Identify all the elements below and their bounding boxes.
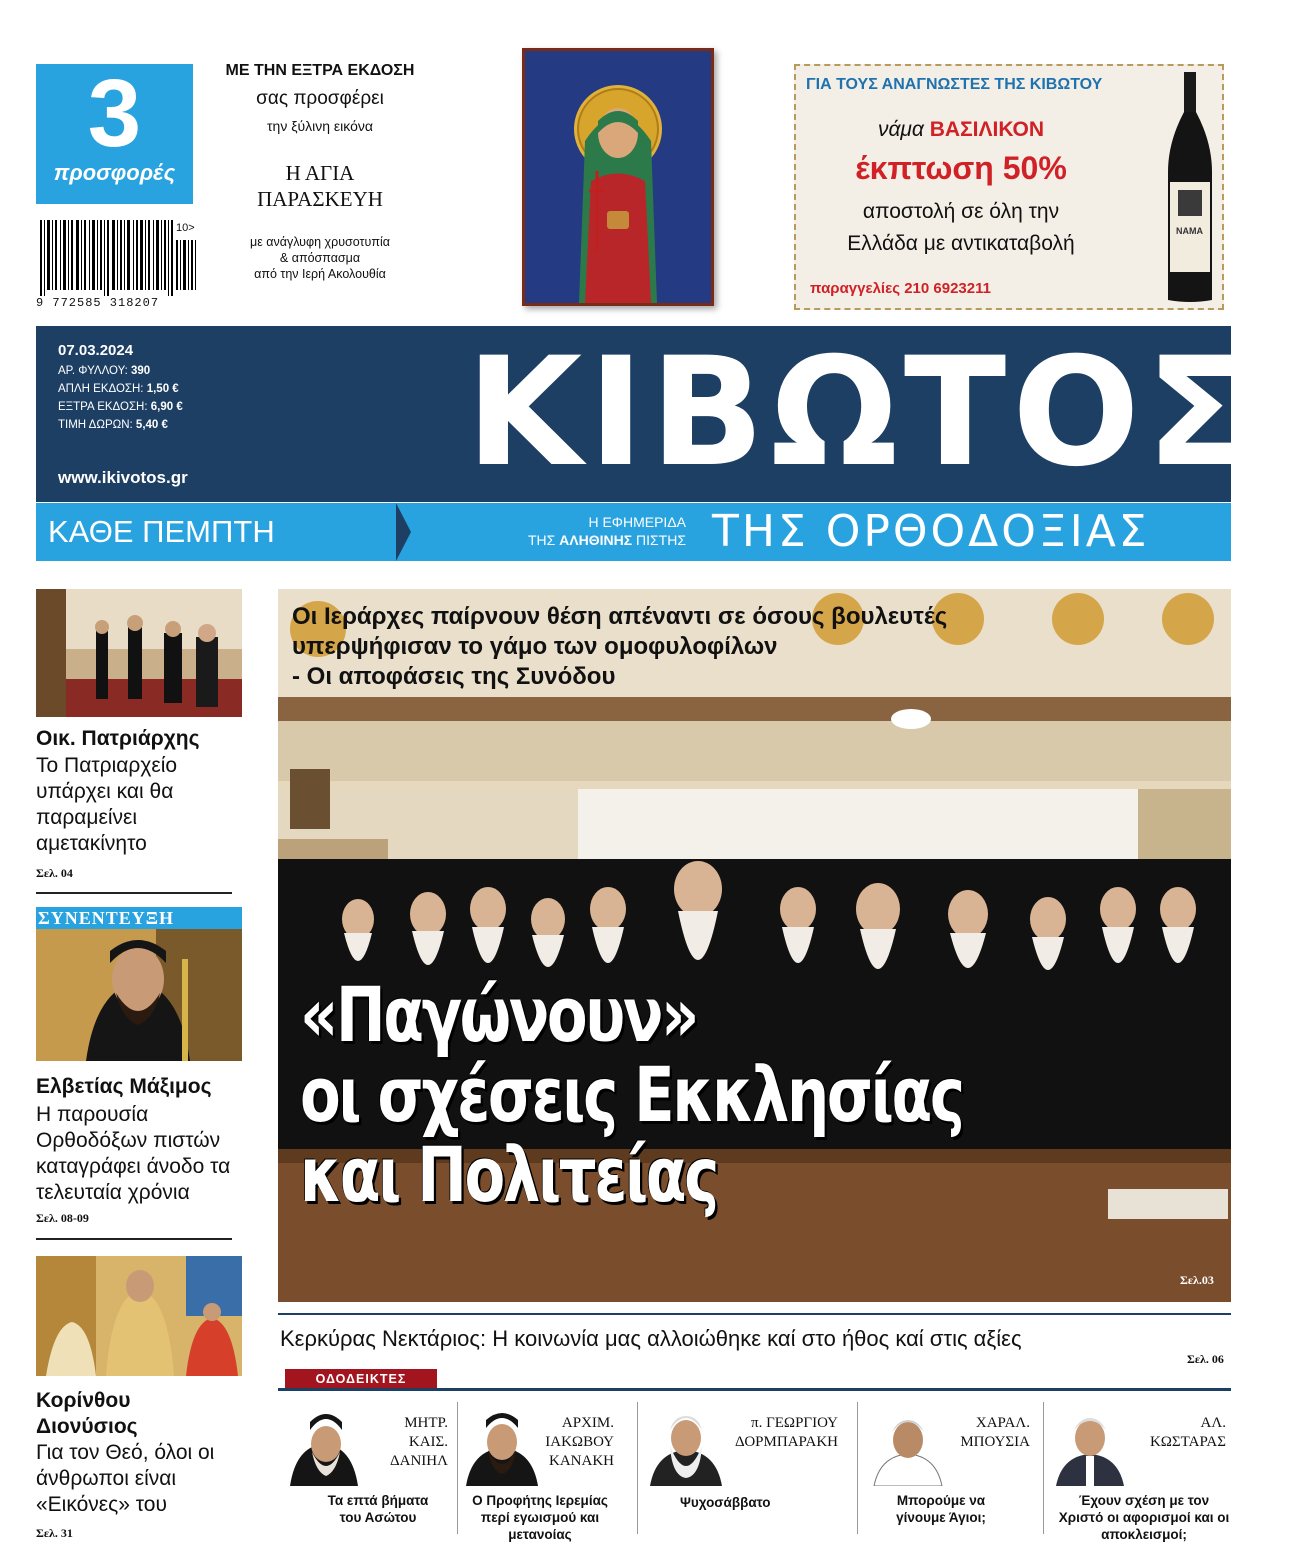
column-title: Ψυχοσάββατο [680, 1495, 771, 1510]
barcode-issue-code: 10> [176, 222, 195, 234]
column-item[interactable] [644, 1400, 844, 1540]
main-subhead-2[interactable]: υπερψήφισαν το γάμο των ομοφυλοφίλων [292, 633, 778, 660]
column-title: Τα επτά βήματα του Ασώτου [327, 1493, 429, 1525]
columnist-name-3: ΚΑΝΑΚΗ [549, 1453, 614, 1469]
story3-text[interactable]: Για τον Θεό, όλοι οι άνθρωποι είναι «Εικόνες» του [36, 1441, 215, 1516]
issue-info [58, 342, 183, 434]
interview-tag: ΣΥΝΕΝΤΕΥΞΗ [36, 907, 242, 929]
story2-text[interactable]: Η παρουσία Ορθοδόξων πιστών καταγράφει άνοδο τα τελευταία χρόνια [36, 1103, 231, 1204]
bottle-label: ΝΑΜΑ [1176, 226, 1203, 236]
columnist-name-1: π. ΓΕΩΡΓΙΟΥ [751, 1415, 838, 1431]
story2-title[interactable]: Ελβετίας Μάξιμος [36, 1075, 212, 1098]
frequency: ΚΑΘΕ ΠΕΜΠΤΗ [48, 514, 275, 549]
column-title: Ο Προφήτης Ιερεμίας περί εγωισμού και μετανοίας [472, 1493, 608, 1542]
simple-price-label: ΑΠΛΗ ΕΚΔΟΣΗ: [58, 383, 144, 395]
column-item[interactable] [1048, 1400, 1232, 1540]
extra-offer-detail-2: & απόσπασμα [279, 251, 361, 265]
tagline-band [36, 503, 1231, 561]
band-arrow-icon [396, 503, 411, 561]
masthead [36, 326, 1255, 502]
gift-price-label: ΤΙΜΗ ΔΩΡΩΝ: [58, 419, 133, 431]
issue-number: 390 [131, 365, 151, 377]
tagline-the: ΤΗΣ [527, 532, 556, 548]
secondary-page: Σελ. 06 [1187, 1352, 1224, 1366]
columnist-name-2: ΔΟΡΜΠΑΡΑΚΗ [734, 1434, 838, 1450]
columns-rule [278, 1388, 1231, 1391]
newspaper-logo: ΚΙΒΩΤΟΣ [466, 326, 1255, 500]
main-page: Σελ.03 [1180, 1273, 1214, 1287]
extra-offer-saint-2: ΠΑΡΑΣΚΕΥΗ [257, 187, 383, 211]
promo-number: 3 [87, 60, 142, 167]
slogan: ΤΗΣ ΟΡΘΟΔΟΞΙΑΣ [712, 506, 1150, 557]
ad-heading: ΓΙΑ ΤΟΥΣ ΑΝΑΓΝΩΣΤΕΣ ΤΗΣ ΚΙΒΩΤΟΥ [806, 76, 1103, 93]
column-item[interactable] [460, 1400, 620, 1540]
sidebar-divider-1 [36, 892, 232, 894]
extra-price: 6,90 € [150, 401, 183, 413]
extra-offer-detail-3: από την Ιερή Ακολουθία [254, 267, 386, 281]
tagline-true: ΑΛΗΘΙΝΗΣ [559, 532, 633, 548]
story3-page: Σελ. 31 [36, 1526, 73, 1540]
main-subhead-3[interactable]: - Οι αποφάσεις της Συνόδου [292, 663, 616, 690]
maximos-photo [36, 929, 242, 1061]
column-title: Μπορούμε να γίνουμε Άγιοι; [896, 1493, 986, 1525]
secondary-name: Κερκύρας Νεκτάριος: [280, 1326, 487, 1351]
extra-offer-saint-1: Η ΑΓΙΑ [285, 161, 355, 185]
issue-label: ΑΡ. ΦΥΛΛΟΥ: [58, 365, 128, 377]
extra-price-label: ΕΞΤΡΑ ΕΚΔΟΣΗ: [58, 401, 148, 413]
band-arrow-fill-icon [411, 503, 426, 561]
column-title: Έχουν σχέση με τον Χριστό οι αφορισμοί και οι αποκλεισμοί; [1058, 1493, 1230, 1542]
columnist-name-1: ΑΡΧΙΜ. [561, 1415, 614, 1431]
columnist-name-1: ΜΗΤΡ. [404, 1415, 448, 1431]
columnist-photo [1052, 1406, 1128, 1486]
sidebar-divider-2 [36, 1238, 232, 1240]
tagline-line1: Η ΕΦΗΜΕΡΙΔΑ [588, 514, 686, 530]
columnist-name-2: ΚΑΙΣ. [408, 1434, 448, 1450]
tagline-faith: ΠΙΣΤΗΣ [636, 532, 686, 548]
story2-page: Σελ. 08-09 [36, 1211, 89, 1225]
main-headline [300, 970, 1228, 1219]
promo-label: προσφορές [53, 160, 176, 185]
columnist-name-2: ΜΠΟΥΣΙΑ [960, 1434, 1030, 1450]
columnist-name-3: ΔΑΝΙΗΛ [389, 1453, 448, 1469]
columns-tag: ΟΔΟΔΕΙΚΤΕΣ [285, 1369, 437, 1390]
saint-icon-image [522, 48, 714, 306]
dionysios-photo [36, 1256, 242, 1376]
column-divider [457, 1402, 458, 1534]
secondary-rule [278, 1313, 1231, 1315]
column-divider [1043, 1402, 1044, 1534]
columnist-photo [648, 1406, 724, 1486]
extra-offer-line3: την ξύλινη εικόνα [267, 118, 373, 134]
patriarch-photo [36, 589, 242, 717]
columnist-photo [286, 1406, 362, 1486]
story3-title-2[interactable]: Διονύσιος [36, 1415, 138, 1438]
wine-bottle-image [1164, 72, 1216, 304]
main-subhead-1[interactable]: Οι Ιεράρχες παίρνουν θέση απέναντι σε όσους βουλευτές [292, 603, 948, 630]
barcode-digits: 9 772585 318207 [36, 296, 160, 310]
ad-phone: παραγγελίες 210 6923211 [810, 280, 991, 297]
story1-text[interactable]: Το Πατριαρχείο υπάρχει και θα παραμείνει αμετακίνητο [36, 754, 178, 855]
tagline [476, 513, 686, 549]
columnist-photo [464, 1406, 540, 1486]
ad-product-prefix: νάμα [877, 118, 924, 141]
columnist-name-2: ΚΩΣΤΑΡΑΣ [1149, 1434, 1226, 1450]
gift-price: 5,40 € [135, 419, 168, 431]
main-headline-1[interactable]: «Παγώνουν» [300, 970, 697, 1059]
barcode [36, 216, 200, 312]
columnist-name-1: ΧΑΡΑΛ. [975, 1415, 1030, 1431]
issue-date: 07.03.2024 [58, 342, 134, 359]
extra-offer-detail-1: με ανάγλυφη χρυσοτυπία [250, 235, 390, 249]
ad-discount: έκπτωση 50% [855, 150, 1067, 186]
simple-price: 1,50 € [146, 383, 179, 395]
columnist-name-1: ΑΛ. [1200, 1415, 1226, 1431]
ad-shipping-1: αποστολή σε όλη την [862, 200, 1060, 223]
story1-title[interactable]: Οικ. Πατριάρχης [36, 727, 200, 750]
column-divider [637, 1402, 638, 1534]
extra-offer-line2: σας προσφέρει [256, 88, 384, 109]
story1-page: Σελ. 04 [36, 866, 73, 880]
columnist-name-2: ΙΑΚΩΒΟΥ [545, 1434, 614, 1450]
columnist-photo [870, 1406, 946, 1486]
main-headline-3[interactable]: και Πολιτείας [300, 1130, 717, 1219]
extra-offer [205, 62, 435, 282]
column-item[interactable] [282, 1400, 454, 1540]
ad-shipping-2: Ελλάδα με αντικαταβολή [847, 232, 1075, 255]
extra-offer-line1: ΜΕ ΤΗΝ ΕΞΤΡΑ ΕΚΔΟΣΗ [225, 62, 415, 79]
main-headline-2[interactable]: οι σχέσεις Εκκλησίας [300, 1050, 963, 1139]
ad-product-name: ΒΑΣΙΛΙΚΟΝ [929, 118, 1045, 141]
story3-title-1[interactable]: Κορίνθου [36, 1389, 131, 1412]
main-subhead [292, 602, 1212, 692]
website-link[interactable]: www.ikivotos.gr [58, 468, 188, 487]
promo-badge [36, 60, 193, 204]
secondary-story[interactable] [280, 1326, 1022, 1352]
secondary-text: Η κοινωνία μας αλλοιώθηκε καί στο ήθος καί στις αξίες [492, 1326, 1022, 1351]
ad-vasilikon [794, 64, 1224, 310]
column-divider [857, 1402, 858, 1534]
column-item[interactable] [866, 1400, 1036, 1540]
